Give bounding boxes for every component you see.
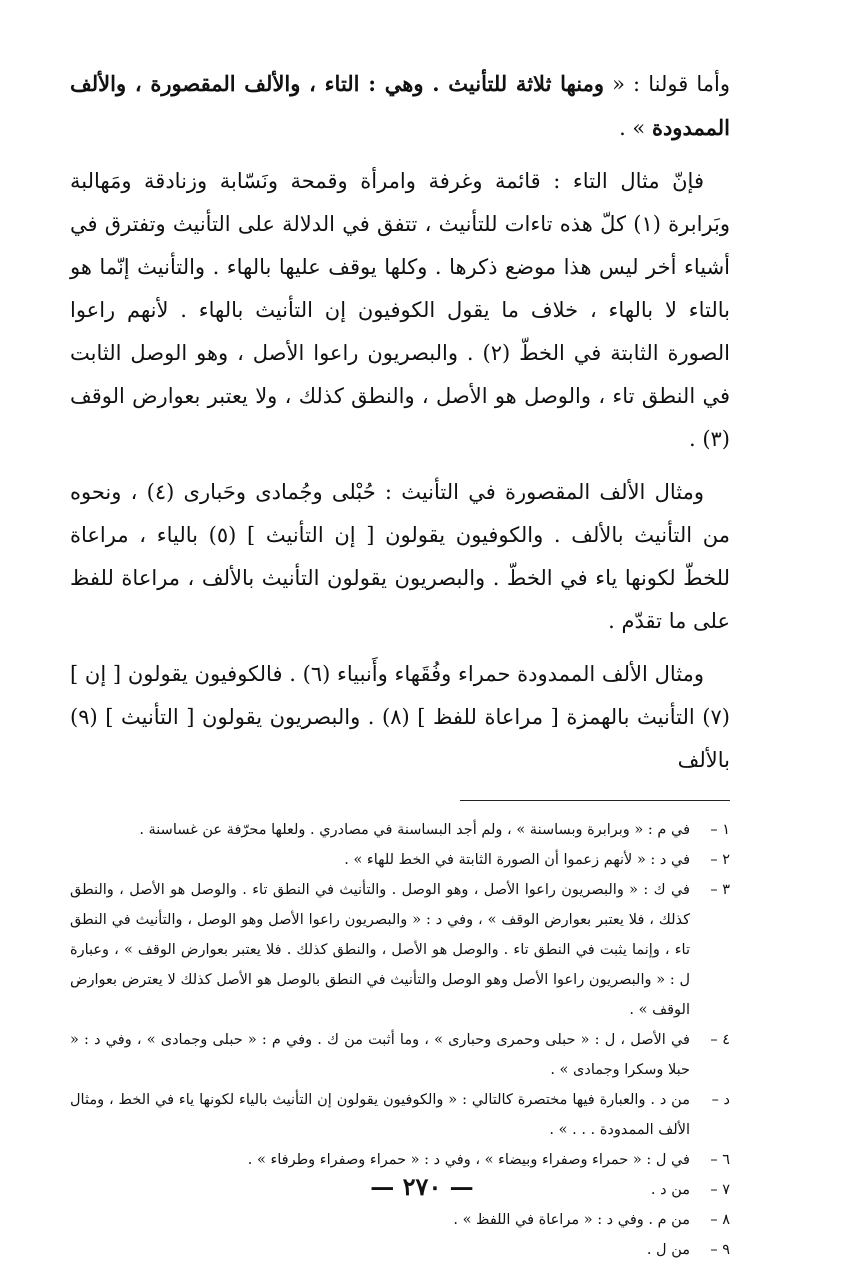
footnote bbox=[70, 1205, 730, 1235]
footnote bbox=[70, 815, 730, 845]
footnote bbox=[70, 875, 730, 1025]
footnote-text: في ل : « حمراء وصفراء وبيضاء » ، وفي د : « حمراء وصفراء وطرفاء » . bbox=[247, 1152, 690, 1168]
footnote-number: ٢ – bbox=[710, 852, 730, 868]
footnote-text: من د . bbox=[650, 1182, 690, 1198]
paragraph-2 bbox=[70, 160, 730, 461]
footnote-text: من د . والعبارة فيها مختصرة كالتالي : « والكوفيون يقولون إن التأنيث بالياء لكونها ياء في الخط ، ومثال الألف الممدودة . . . » . bbox=[70, 1092, 690, 1138]
footnote-text: في الأصل ، ل : « حبلى وحمرى وحبارى » ، وما أثبت من ك . وفي م : « حبلى وجمادى » ، وفي د : « حبلا وسكرا وجمادى » . bbox=[70, 1032, 690, 1078]
footnote bbox=[70, 1235, 730, 1265]
page-number: — ٢٧٠ — bbox=[370, 1172, 474, 1201]
footnote-number: ٩ – bbox=[710, 1242, 730, 1258]
paragraph-1 bbox=[70, 62, 730, 150]
footnote-number: ١ – bbox=[710, 822, 730, 838]
page-body bbox=[70, 62, 730, 1265]
footnote-number: ٧ – bbox=[710, 1182, 730, 1198]
paragraph-1-quote: ومنها ثلاثة للتأنيث . وهي : التاء ، والألف المقصورة ، والألف الممدودة bbox=[70, 71, 730, 140]
footnote-text: من م . وفي د : « مراعاة في اللفظ » . bbox=[453, 1212, 690, 1228]
footnote-text: من ل . bbox=[646, 1242, 690, 1258]
footnote bbox=[70, 1085, 730, 1145]
footnote-number: د – bbox=[711, 1092, 730, 1108]
paragraph-3-text: ومثال الألف المقصورة في التأنيث : حُبْلى وجُمادى وحَبارى (٤) ، ونحوه من التأنيث بالألف . والكوفيون يقولون [ إن التأنيث ] (٥) بالياء ، مراعاة للخطّ لكونها ياء في الخطّ . والبصريون يقولون التأنيث بالألف ، مراعاة للفظ على ما تقدّم . bbox=[70, 480, 730, 633]
footnote bbox=[70, 1025, 730, 1085]
footnote-text: في د : « لأنهم زعموا أن الصورة الثابتة في الخط للهاء » . bbox=[344, 852, 690, 868]
footnote-number: ٤ – bbox=[710, 1032, 730, 1048]
paragraph-1-open: وأما قولنا : « bbox=[612, 72, 730, 96]
footnote-text: في م : « وبرابرة وبساسنة » ، ولم أجد البساسنة في مصادري . ولعلها محرّفة عن غساسنة . bbox=[139, 822, 690, 838]
footnote-number: ٣ – bbox=[710, 882, 730, 898]
footnote bbox=[70, 845, 730, 875]
paragraph-2-text: فإنّ مثال التاء : قائمة وغرفة وامرأة وقمحة ونَسّابة وزنادقة ومَهالبة وبَرابرة (١) كلّ هذه تاءات للتأنيث ، تتفق في الدلالة على التأنيث وتفترق في أشياء أخر ليس هذا موضع ذكرها . وكلها يوقف عليها بالهاء . والتأنيث إنّما هو بالتاء لا بالهاء ، خلاف ما يقول الكوفيون إن التأنيث بالهاء . لأنهم راعوا الصورة الثابتة في الخطّ (٢) . والبصريون راعوا الأصل ، وهو الوصل الثابت في النطق تاء ، والوصل هو الأصل ، والنطق كذلك ، ولا يعتبر بعوارض الوقف (٣) . bbox=[70, 169, 731, 451]
footnote-number: ٨ – bbox=[710, 1212, 730, 1228]
footnote-divider bbox=[460, 800, 730, 801]
paragraph-4-text: ومثال الألف الممدودة حمراء وفُقَهاء وأَنبياء (٦) . فالكوفيون يقولون [ إن ] (٧) التأنيث بالهمزة [ مراعاة للفظ ] (٨) . والبصريون يقولون [ التأنيث ] (٩) بالألف bbox=[70, 662, 730, 772]
footnote-text: في ك : « والبصريون راعوا الأصل ، وهو الوصل . والتأنيث في النطق تاء . والوصل هو الأصل ، والنطق كذلك ، فلا يعتبر بعوارض الوقف » ، وفي د : « والبصريون راعوا الأصل وهو الوصل ، والتأنيث في النطق تاء ، وإنما يثبت في النطق تاء . والوصل هو الأصل ، والنطق كذلك . فلا يعتبر بعوارض الوقف » ، وعبارة ل : « والبصريون راعوا الأصل وهو الوصل والتأنيث في النطق بالوصل هو الأصل كذلك لا يعترض بعوارض الوقف » . bbox=[70, 882, 690, 1018]
footnote bbox=[70, 1145, 730, 1175]
paragraph-4 bbox=[70, 653, 730, 782]
paragraph-1-close: » . bbox=[619, 116, 646, 140]
paragraph-3 bbox=[70, 471, 730, 643]
footnote-number: ٦ – bbox=[710, 1152, 730, 1168]
